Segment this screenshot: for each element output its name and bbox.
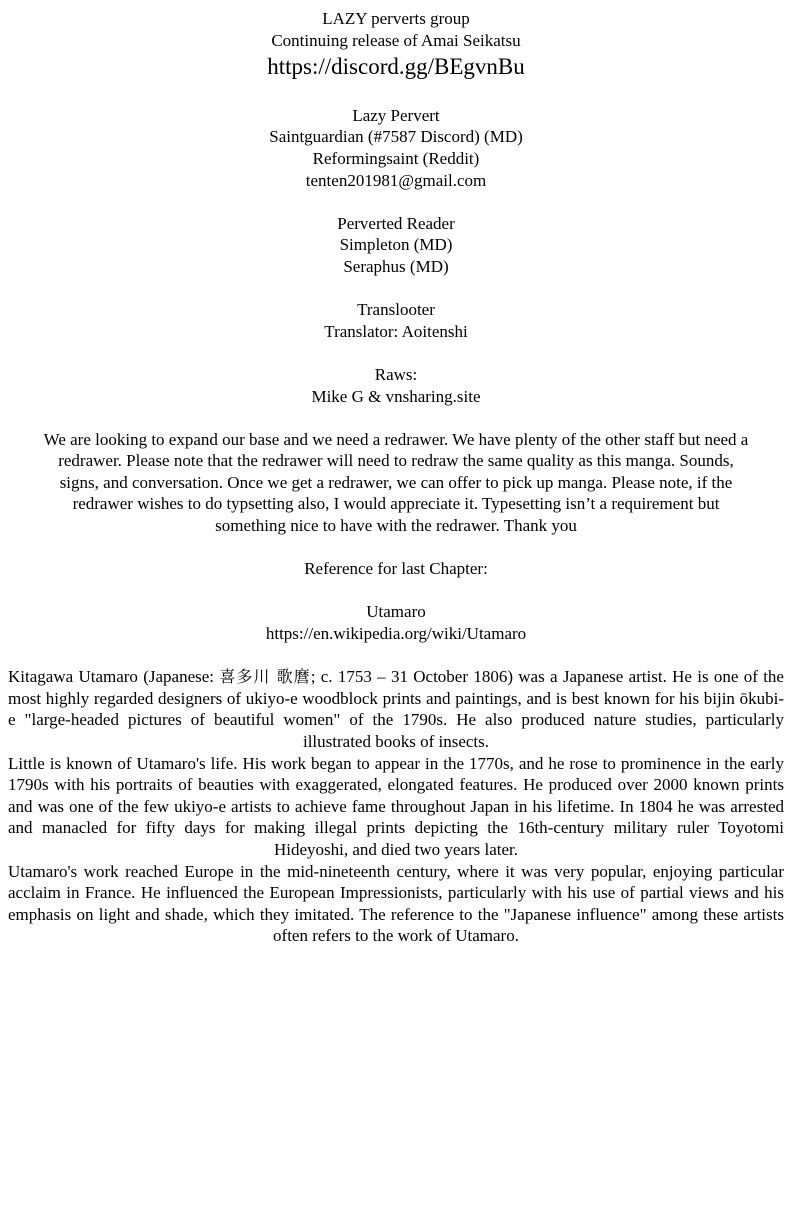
credit-line: Reformingsaint (Reddit) (312, 148, 480, 168)
spacer (0, 191, 792, 213)
release-note: Continuing release of Amai Seikatsu (271, 30, 521, 50)
japanese-name: 喜多川 歌麿 (219, 667, 311, 687)
header-section (0, 8, 792, 83)
reference-subject: Utamaro (366, 602, 426, 622)
section-title: Perverted Reader (337, 213, 455, 233)
bio-text: Kitagawa Utamaro (Japanese: (8, 667, 220, 687)
bio-paragraph-1 (8, 666, 784, 752)
lazy-pervert-section (0, 105, 792, 191)
email-address[interactable]: tenten201981@gmail.com (305, 170, 487, 190)
perverted-reader-section (0, 213, 792, 278)
spacer (0, 407, 792, 429)
paragraph-line: redrawer. Please note that the redrawer will need to redraw the same quality as this manga. Sounds, (58, 451, 734, 471)
reference-section (0, 601, 792, 644)
credit-line: Translator: Aoitenshi (324, 321, 468, 341)
biography (8, 666, 784, 947)
paragraph-line: something nice to have with the redrawer. Thank you (215, 516, 577, 536)
discord-link[interactable]: https://discord.gg/BEgvnBu (267, 54, 525, 80)
paragraph-line: signs, and conversation. Once we get a redrawer, we can offer to pick up manga. Please note, if the (59, 472, 733, 492)
spacer (0, 278, 792, 300)
reference-link[interactable]: https://en.wikipedia.org/wiki/Utamaro (265, 624, 527, 644)
spacer (0, 342, 792, 364)
credit-line: Saintguardian (#7587 Discord) (MD) (269, 127, 523, 147)
reference-heading-section (0, 558, 792, 580)
spacer (0, 645, 792, 667)
bio-text: ; c. 1753 – 31 October 1806) was a Japanese artist. He is one of the most highly regarded designers of ukiyo-e woodblock prints and paintings, and is best known for his bijin ōkubi-e "large-headed pictures of beautiful women" of the 1790s. He also produced nature studies, particularly illustrated books of insects. (8, 667, 784, 751)
credit-line: Mike G & vnsharing.site (311, 386, 481, 406)
credit-line: Simpleton (MD) (339, 235, 453, 255)
reference-heading: Reference for last Chapter: (304, 559, 488, 579)
paragraph-line: We are looking to expand our base and we need a redrawer. We have plenty of the other staff but need a (43, 429, 749, 449)
bio-paragraph-3: Utamaro's work reached Europe in the mid-nineteenth century, where it was very popular, enjoying particular acclaim in France. He influenced the European Impressionists, particularly with his use of partial views and his emphasis on light and shade, which they imitated. The reference to the "Japanese influence" among these artists often refers to the work of Utamaro. (8, 861, 784, 946)
raws-section (0, 364, 792, 407)
bio-paragraph-2: Little is known of Utamaro's life. His work began to appear in the 1770s, and he rose to prominence in the early 1790s with his portraits of beauties with exaggerated, elongated features. He produced over 2000 known prints and was one of the few ukiyo-e artists to achieve fame throughout Japan in his lifetime. In 1804 he was arrested and manacled for fifty days for making illegal prints depicting the 16th-century military ruler Toyotomi Hideyoshi, and died two years later. (8, 753, 784, 859)
section-title: Raws: (374, 364, 418, 384)
spacer (0, 580, 792, 602)
credits-page (0, 8, 792, 947)
section-title: Translooter (357, 300, 435, 320)
section-title: Lazy Pervert (352, 105, 440, 125)
translooter-section (0, 299, 792, 342)
paragraph-line: redrawer wishes to do typsetting also, I would appreciate it. Typesetting isn’t a requirement but (72, 494, 720, 514)
credit-line: Seraphus (MD) (343, 256, 449, 276)
spacer (0, 83, 792, 105)
group-name: LAZY perverts group (322, 9, 470, 28)
recruitment-paragraph (15, 429, 777, 537)
spacer (0, 537, 792, 559)
